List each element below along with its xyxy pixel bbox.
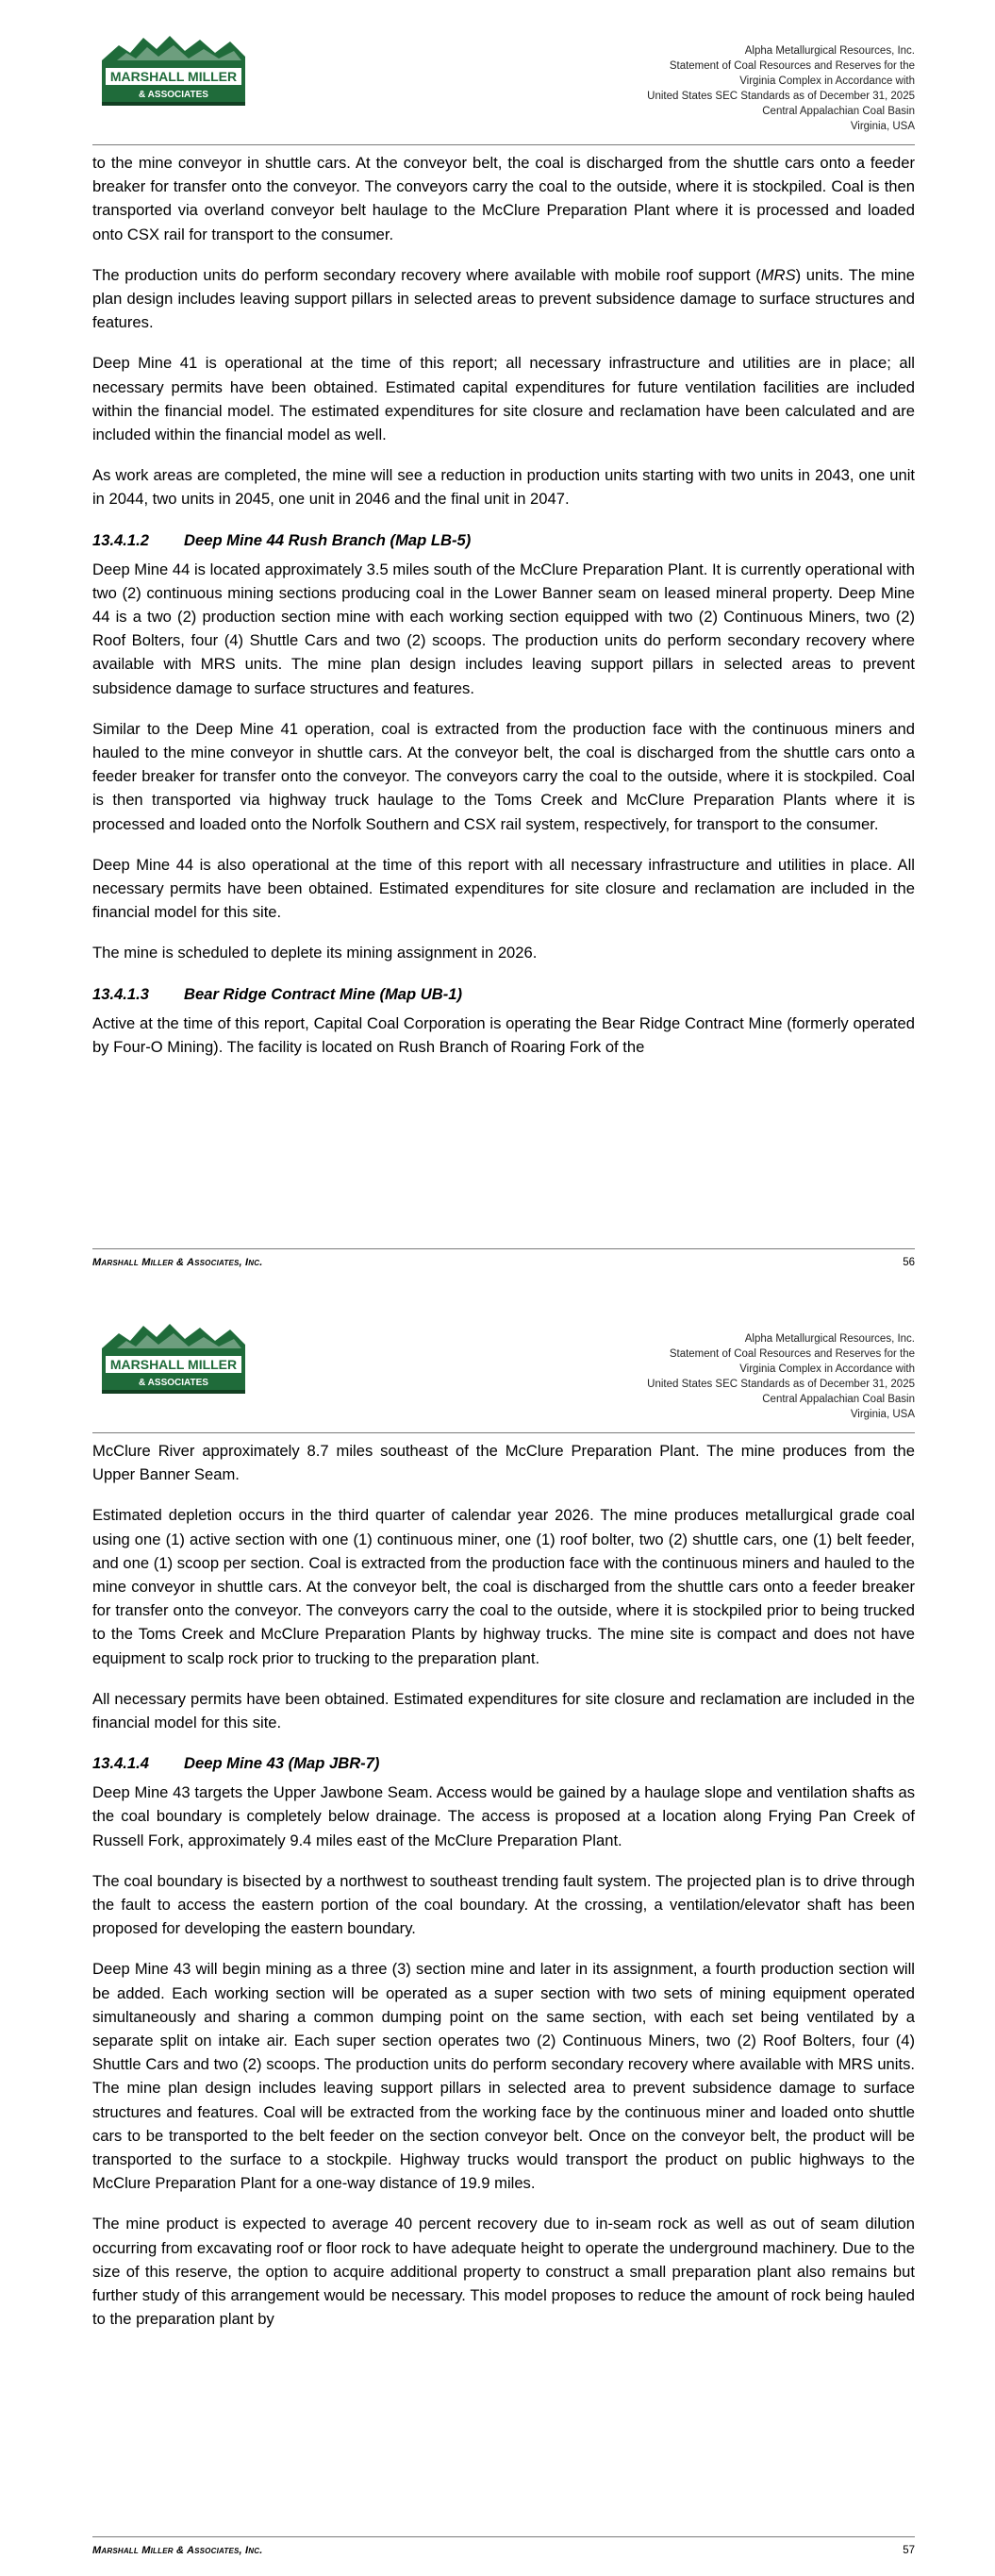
header-line: Virginia Complex in Accordance with	[739, 75, 915, 87]
section-number: 13.4.1.4	[92, 1754, 149, 1773]
section-heading	[92, 528, 915, 552]
section-number: 13.4.1.2	[92, 530, 149, 549]
marshall-miller-logo	[98, 1320, 249, 1399]
page-footer	[92, 2536, 915, 2564]
paragraph: Estimated depletion occurs in the third quarter of calendar year 2026. The mine produces metallurgical grade coal using one (1) active section with one (1) continuous miner, one (1) roof bolter, two (2) shuttle cars, one (1) belt feeder, and one (1) scoop per section. Coal is extracted from the production face with the continuous miners and hauled to the mine conveyor in shuttle cars. At the conveyor belt, the coal is discharged from the shuttle cars onto a feeder breaker for transfer onto the conveyor. The conveyors carry the coal to the outside, where it is stockpiled prior to being trucked to the Toms Creek and McClure Preparation Plants by highway trucks. The mine site is compact and does not have equipment to scalp rock prior to trucking to the preparation plant.	[92, 1506, 915, 1667]
paragraph	[92, 263, 915, 335]
page-body	[92, 1439, 915, 2349]
paragraph: The coal boundary is bisected by a northwest to southeast trending fault system. The projected plan is to drive through the fault to access the eastern portion of the coal boundary. At the crossing, a ventilation/elevator shaft has been proposed for developing the eastern boundary.	[92, 1871, 915, 1938]
page-header	[92, 1314, 915, 1433]
paragraph: Deep Mine 44 is located approximately 3.5 miles south of the McClure Preparation Plant. It is currently operational with two (2) continuous mining sections producing coal in the Lower Banner seam on leased mineral property. Deep Mine 44 is a two (2) production section mine with each working section equipped with two (2) Continuous Miners, two (2) Roof Bolters, four (4) Shuttle Cars and two (2) scoops. The production units do perform secondary recovery where available with MRS units. The mine plan design includes leaving support pillars in selected areas to prevent subsidence damage to surface structures and features.	[92, 560, 915, 697]
paragraph: Deep Mine 41 is operational at the time of this report; all necessary infrastructure and utilities are in place; all necessary permits have been obtained. Estimated capital expenditures for future ventilation facilities are included within the financial model. The estimated expenditures for site closure and reclamation have been calculated and are included within the financial model as well.	[92, 354, 915, 444]
paragraph: As work areas are completed, the mine will see a reduction in production units starting with two units in 2043, one unit in 2044, two units in 2045, one unit in 2046 and the final unit in 2047.	[92, 466, 915, 509]
paragraph: McClure River approximately 8.7 miles southeast of the McClure Preparation Plant. The mine produces from the Upper Banner Seam.	[92, 1442, 915, 1484]
paragraph: Deep Mine 43 targets the Upper Jawbone Seam. Access would be gained by a haulage slope and ventilation shafts as the coal boundary is completely below drainage. The access is proposed at a location along Frying Pan Creek of Russell Fork, approximately 9.4 miles east of the McClure Preparation Plant.	[92, 1783, 915, 1849]
paragraph: Deep Mine 44 is also operational at the time of this report with all necessary infrastructure and utilities in place. All necessary permits have been obtained. Estimated expenditures for site closure and reclamation are included in the financial model for this site.	[92, 855, 915, 922]
text-run: The production units do perform secondary recovery where available with mobile roof support (	[92, 265, 761, 284]
svg-text:& ASSOCIATES: & ASSOCIATES	[139, 90, 208, 100]
header-line: United States SEC Standards as of December 31, 2025	[647, 1379, 915, 1390]
svg-text:MARSHALL MILLER: MARSHALL MILLER	[109, 69, 238, 84]
emphasis: MRS	[760, 265, 796, 284]
header-line: Alpha Metallurgical Resources, Inc.	[744, 45, 915, 57]
header-line: Central Appalachian Coal Basin	[762, 106, 915, 117]
header-line: Central Appalachian Coal Basin	[762, 1394, 915, 1405]
page-number: 56	[903, 1257, 915, 1268]
header-line: United States SEC Standards as of December 31, 2025	[647, 91, 915, 102]
paragraph: The mine product is expected to average 40 percent recovery due to in-seam rock as well as out of seam dilution occurring from excavating roof or floor rock to have adequate height to operate the underground machinery. Due to the size of this reserve, the option to acquire additional property to construct a small preparation plant also remains but further study of this arrangement would be necessary. This model proposes to reduce the amount of rock being hauled to the preparation plant by	[92, 2215, 915, 2329]
page-57	[0, 1288, 995, 2576]
header-line: Statement of Coal Resources and Reserves for the	[669, 1348, 915, 1360]
text-run: ) units. The mine plan design includes leaving support pillars in selected areas to prevent subsidence damage to surface structures and features.	[92, 265, 915, 332]
section-title: Deep Mine 44 Rush Branch (Map LB-5)	[184, 530, 472, 549]
header-line: Virginia, USA	[850, 1409, 915, 1420]
page-number: 57	[903, 2545, 915, 2556]
header-text	[647, 43, 915, 134]
section-title: Bear Ridge Contract Mine (Map UB-1)	[184, 984, 463, 1003]
page-footer	[92, 1248, 915, 1276]
header-text	[647, 1331, 915, 1422]
section-number: 13.4.1.3	[92, 984, 149, 1003]
svg-text:MARSHALL MILLER: MARSHALL MILLER	[109, 1357, 238, 1372]
header-line: Statement of Coal Resources and Reserves for the	[669, 60, 915, 72]
paragraph: All necessary permits have been obtained. Estimated expenditures for site closure and reclamation are included in the financial model for this site.	[92, 1689, 915, 1732]
header-line: Virginia Complex in Accordance with	[739, 1363, 915, 1375]
section-title: Deep Mine 43 (Map JBR-7)	[184, 1754, 380, 1773]
section-heading	[92, 1751, 915, 1775]
page-header	[92, 26, 915, 145]
marshall-miller-logo	[98, 32, 249, 111]
paragraph: Similar to the Deep Mine 41 operation, coal is extracted from the production face with the continuous miners and hauled to the mine conveyor in shuttle cars. At the conveyor belt, the coal is discharged from the shuttle cars onto a feeder breaker for transfer onto the conveyor. The conveyors carry the coal to the outside, where it is stockpiled. Coal is then transported via highway truck haulage to the Toms Creek and McClure Preparation Plants where it is processed and loaded onto the Norfolk Southern and CSX rail system, respectively, for transport to the consumer.	[92, 719, 915, 833]
paragraph: Active at the time of this report, Capital Coal Corporation is operating the Bear Ridge Contract Mine (formerly operated by Four-O Mining). The facility is located on Rush Branch of Roaring Fork of the	[92, 1013, 915, 1056]
header-line: Virginia, USA	[850, 121, 915, 132]
header-line: Alpha Metallurgical Resources, Inc.	[744, 1333, 915, 1345]
section-heading	[92, 982, 915, 1006]
page-body	[92, 151, 915, 1076]
footer-company: Marshall Miller & Associates, Inc.	[92, 1257, 263, 1268]
paragraph: Deep Mine 43 will begin mining as a three (3) section mine and later in its assignment, a fourth production section will be added. Each working section will be operated as a super section with two sets of mining equipment operated simultaneously and sharing a common dumping point on the same section, with each set being ventilated by a separate split on intake air. Each super section operates two (2) Continuous Miners, two (2) Roof Bolters, four (4) Shuttle Cars and two (2) scoops. The production units do perform secondary recovery where available with MRS units. The mine plan design includes leaving support pillars in selected area to prevent subsidence damage to surface structures and features. Coal will be extracted from the working face by the continuous miner and loaded onto shuttle cars to be transported to the belt feeder on the section conveyor belt. Once on the conveyor belt, the product will be transported to the surface to a stockpile. Highway trucks would transport the product on public highways to the McClure Preparation Plant for a one-way distance of 19.9 miles.	[92, 1960, 915, 2193]
paragraph: to the mine conveyor in shuttle cars. At the conveyor belt, the coal is discharged from the shuttle cars onto a feeder breaker for transfer onto the conveyor. The conveyors carry the coal to the outside, where it is stockpiled. Coal is then transported via overland conveyor belt haulage to the McClure Preparation Plant where it is processed and loaded onto CSX rail for transport to the consumer.	[92, 154, 915, 243]
svg-text:& ASSOCIATES: & ASSOCIATES	[139, 1378, 208, 1388]
paragraph: The mine is scheduled to deplete its mining assignment in 2026.	[92, 944, 538, 962]
footer-company: Marshall Miller & Associates, Inc.	[92, 2545, 263, 2556]
